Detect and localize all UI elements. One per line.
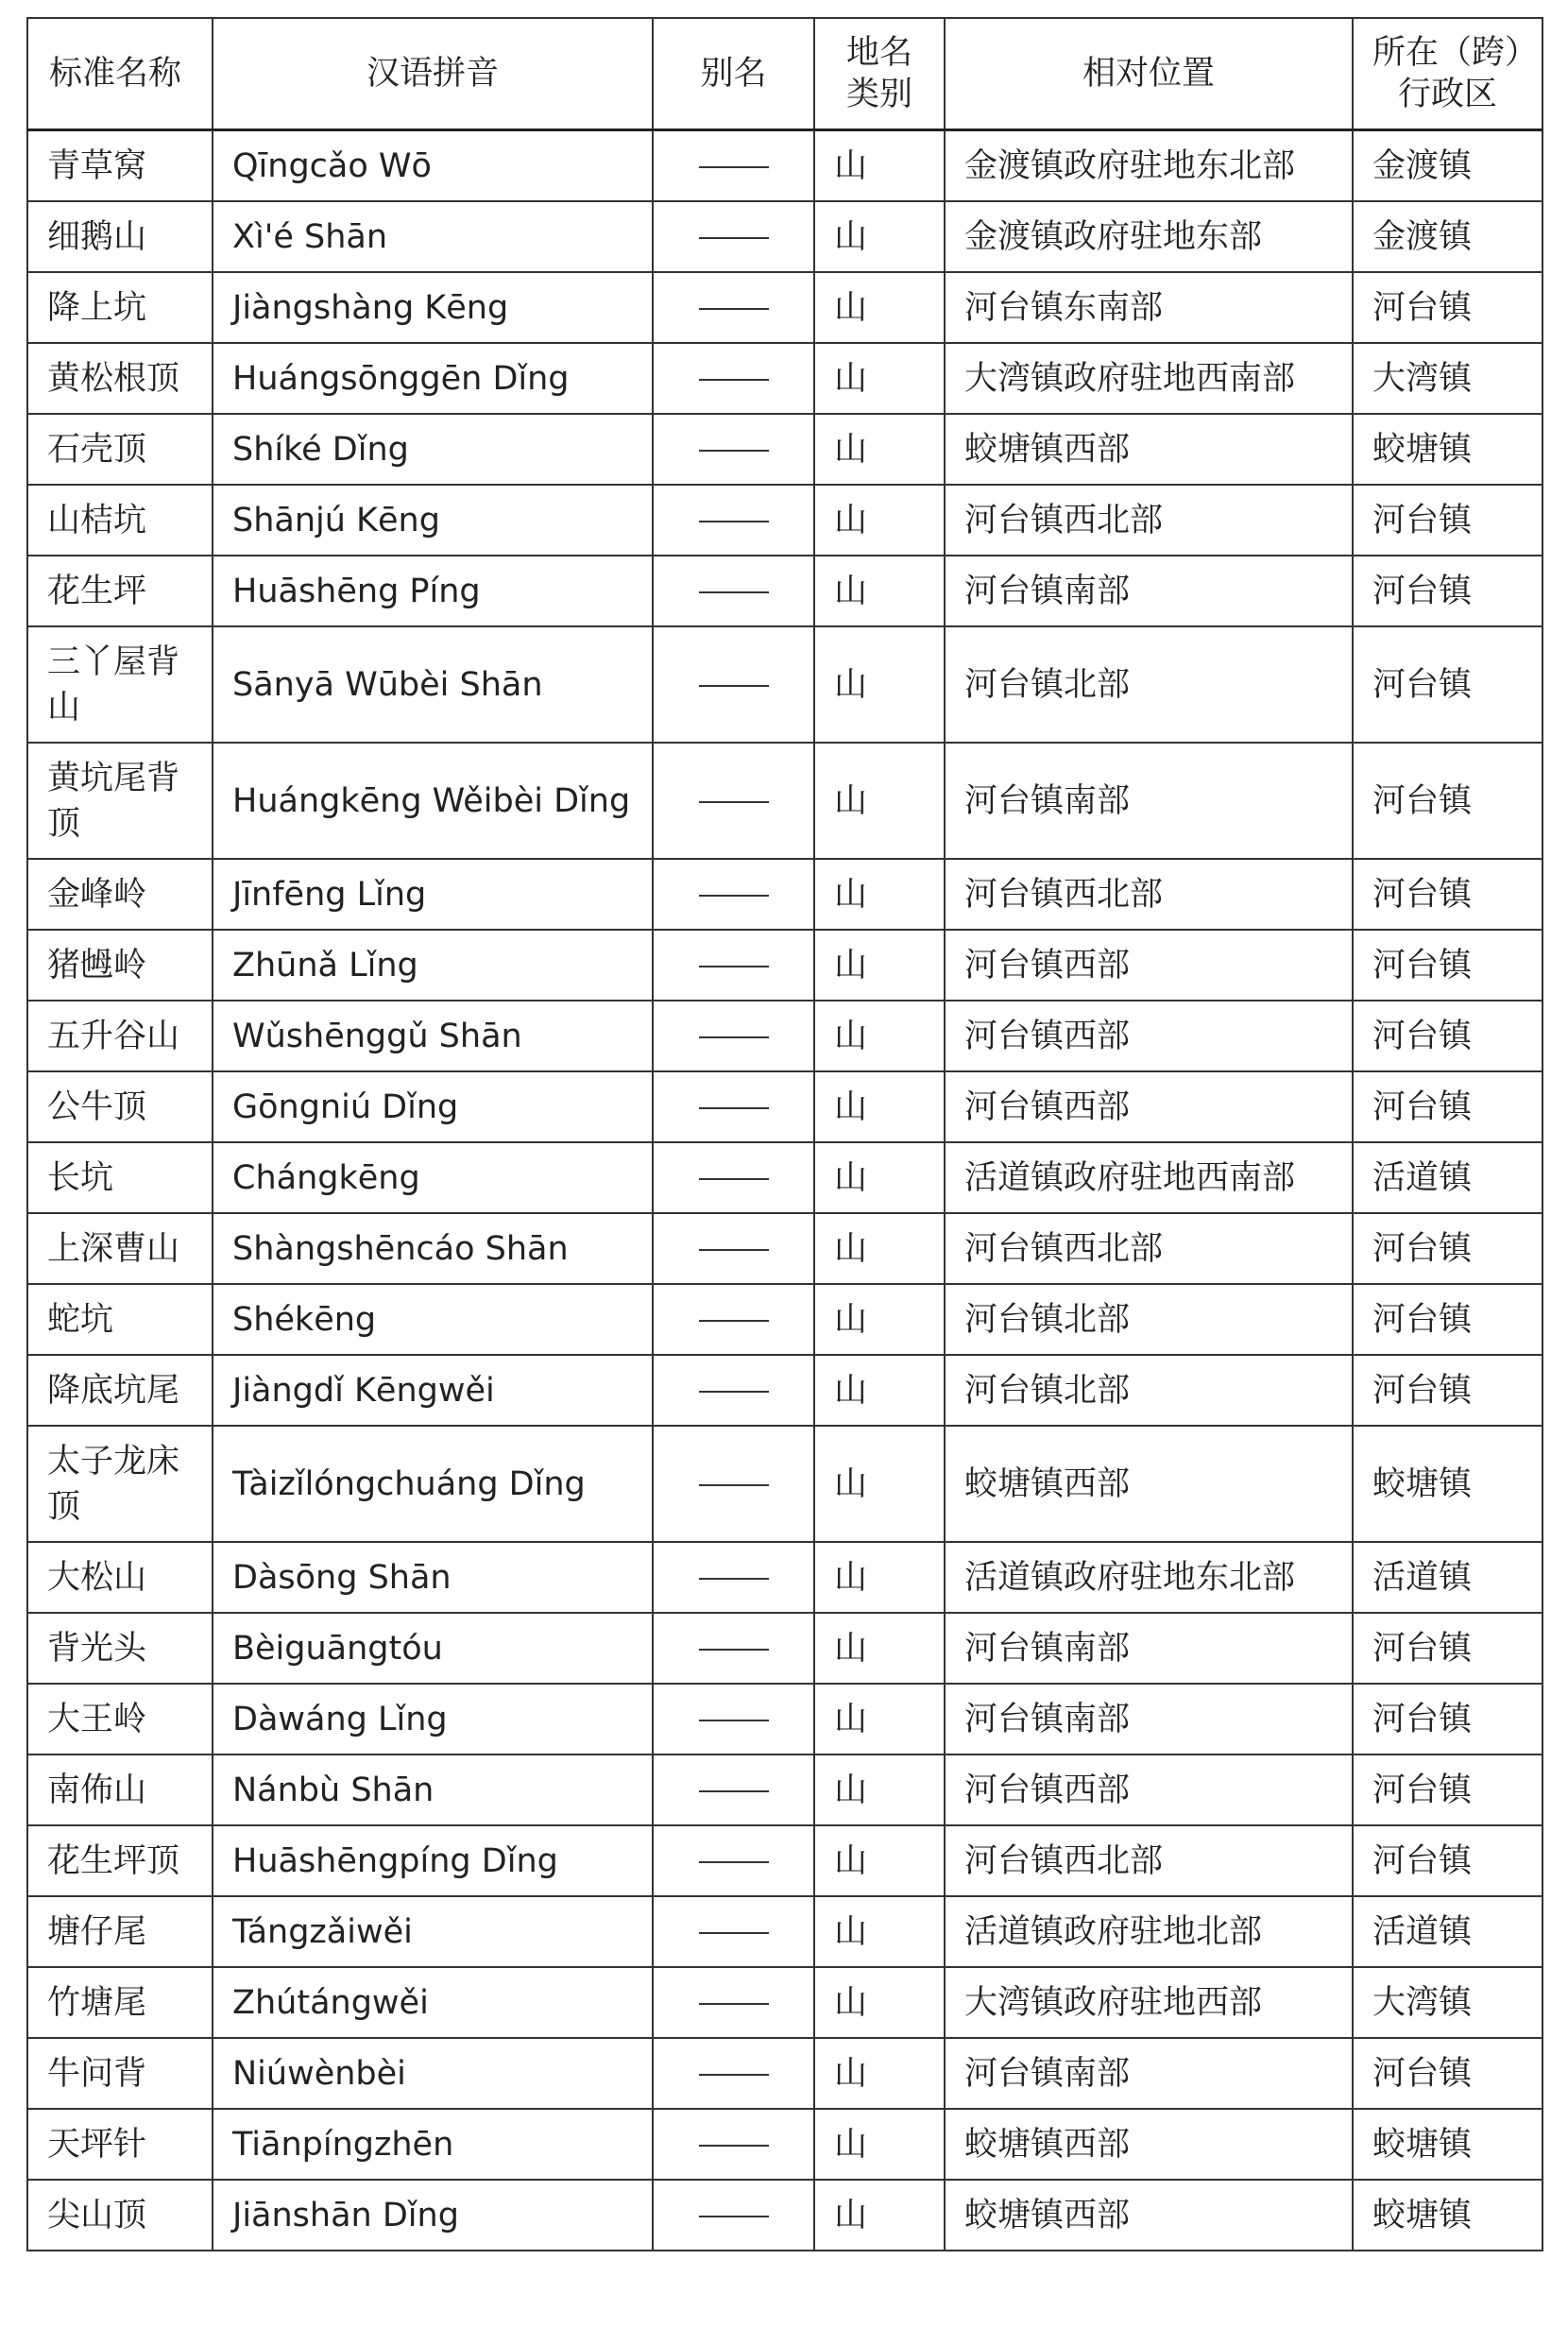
- cell-relative-location: 河台镇西北部: [945, 485, 1353, 556]
- cell-pinyin: Xì'é Shān: [213, 201, 653, 272]
- cell-pinyin: Tángzǎiwěi: [213, 1896, 653, 1967]
- cell-relative-location: 大湾镇政府驻地西南部: [945, 343, 1353, 414]
- table-row: [27, 1967, 1542, 2038]
- cell-place-type: 山: [814, 414, 945, 485]
- alias-dash: [699, 1320, 769, 1322]
- cell-admin-region: 河台镇: [1353, 1825, 1542, 1896]
- cell-place-type: 山: [814, 743, 945, 859]
- cell-standard-name: 降上坑: [27, 272, 213, 343]
- alias-dash: [699, 237, 769, 239]
- cell-alias: [653, 1542, 814, 1613]
- cell-place-type: 山: [814, 626, 945, 743]
- cell-relative-location: 活道镇政府驻地北部: [945, 1896, 1353, 1967]
- table-header-row: [27, 18, 1542, 130]
- cell-relative-location: 河台镇南部: [945, 1684, 1353, 1755]
- cell-relative-location: 河台镇北部: [945, 1284, 1353, 1355]
- table-row: [27, 1613, 1542, 1684]
- place-name-table: [26, 17, 1543, 2251]
- cell-alias: [653, 626, 814, 743]
- cell-alias: [653, 1213, 814, 1284]
- cell-admin-region: 河台镇: [1353, 1613, 1542, 1684]
- table-row: [27, 1755, 1542, 1825]
- alias-dash: [699, 166, 769, 168]
- cell-admin-region: 河台镇: [1353, 1284, 1542, 1355]
- alias-dash: [699, 895, 769, 897]
- cell-relative-location: 蛟塘镇西部: [945, 2180, 1353, 2251]
- alias-dash: [699, 2145, 769, 2147]
- cell-alias: [653, 556, 814, 626]
- cell-admin-region: 大湾镇: [1353, 343, 1542, 414]
- cell-alias: [653, 1967, 814, 2038]
- alias-dash: [699, 308, 769, 310]
- cell-alias: [653, 1355, 814, 1426]
- cell-alias: [653, 2180, 814, 2251]
- cell-place-type: 山: [814, 930, 945, 1001]
- cell-standard-name: 青草窝: [27, 130, 213, 202]
- cell-pinyin: Shíké Dǐng: [213, 414, 653, 485]
- cell-alias: [653, 414, 814, 485]
- cell-relative-location: 河台镇南部: [945, 743, 1353, 859]
- cell-relative-location: 河台镇西北部: [945, 859, 1353, 930]
- alias-dash: [699, 1790, 769, 1792]
- cell-standard-name: 石壳顶: [27, 414, 213, 485]
- cell-alias: [653, 485, 814, 556]
- alias-dash: [699, 1391, 769, 1393]
- cell-alias: [653, 2109, 814, 2180]
- cell-pinyin: Shānjú Kēng: [213, 485, 653, 556]
- table-row: [27, 859, 1542, 930]
- header-relative-location: 相对位置: [945, 18, 1353, 130]
- cell-relative-location: 河台镇西部: [945, 1755, 1353, 1825]
- cell-relative-location: 河台镇北部: [945, 1355, 1353, 1426]
- alias-dash: [699, 450, 769, 452]
- cell-place-type: 山: [814, 1142, 945, 1213]
- cell-pinyin: Chángkēng: [213, 1142, 653, 1213]
- cell-standard-name: 黄坑尾背顶: [27, 743, 213, 859]
- cell-standard-name: 山桔坑: [27, 485, 213, 556]
- header-admin-region-line1: 所在（跨）: [1372, 34, 1539, 72]
- alias-dash: [699, 1932, 769, 1934]
- cell-pinyin: Huángsōnggēn Dǐng: [213, 343, 653, 414]
- cell-alias: [653, 201, 814, 272]
- cell-place-type: 山: [814, 1213, 945, 1284]
- cell-standard-name: 南佈山: [27, 1755, 213, 1825]
- cell-standard-name: 牛问背: [27, 2038, 213, 2109]
- cell-place-type: 山: [814, 1613, 945, 1684]
- cell-alias: [653, 1896, 814, 1967]
- table-row: [27, 1001, 1542, 1071]
- table-row: [27, 1213, 1542, 1284]
- cell-place-type: 山: [814, 1542, 945, 1613]
- alias-dash: [699, 1036, 769, 1038]
- cell-admin-region: 河台镇: [1353, 930, 1542, 1001]
- cell-alias: [653, 1825, 814, 1896]
- cell-pinyin: Sānyā Wūbèi Shān: [213, 626, 653, 743]
- cell-place-type: 山: [814, 2038, 945, 2109]
- alias-dash: [699, 1649, 769, 1651]
- cell-pinyin: Jiānshān Dǐng: [213, 2180, 653, 2251]
- cell-admin-region: 活道镇: [1353, 1542, 1542, 1613]
- cell-admin-region: 河台镇: [1353, 1355, 1542, 1426]
- cell-pinyin: Dàsōng Shān: [213, 1542, 653, 1613]
- table-row: [27, 1896, 1542, 1967]
- alias-dash: [699, 591, 769, 593]
- cell-pinyin: Jīnfēng Lǐng: [213, 859, 653, 930]
- cell-relative-location: 活道镇政府驻地东北部: [945, 1542, 1353, 1613]
- alias-dash: [699, 1178, 769, 1180]
- header-place-type-line1: 地名: [845, 34, 912, 72]
- header-alias: 别名: [653, 18, 814, 130]
- table-row: [27, 130, 1542, 202]
- cell-alias: [653, 1071, 814, 1142]
- cell-admin-region: 河台镇: [1353, 2038, 1542, 2109]
- cell-pinyin: Gōngniú Dǐng: [213, 1071, 653, 1142]
- table-row: [27, 343, 1542, 414]
- alias-dash: [699, 1861, 769, 1863]
- cell-standard-name: 塘仔尾: [27, 1896, 213, 1967]
- cell-admin-region: 河台镇: [1353, 859, 1542, 930]
- cell-standard-name: 竹塘尾: [27, 1967, 213, 2038]
- table-row: [27, 743, 1542, 859]
- cell-pinyin: Bèiguāngtóu: [213, 1613, 653, 1684]
- cell-pinyin: Jiàngdǐ Kēngwěi: [213, 1355, 653, 1426]
- cell-pinyin: Huāshēng Píng: [213, 556, 653, 626]
- cell-alias: [653, 1142, 814, 1213]
- cell-place-type: 山: [814, 1071, 945, 1142]
- cell-place-type: 山: [814, 1967, 945, 2038]
- cell-admin-region: 金渡镇: [1353, 201, 1542, 272]
- cell-relative-location: 河台镇东南部: [945, 272, 1353, 343]
- table-row: [27, 626, 1542, 743]
- table-row: [27, 1684, 1542, 1755]
- cell-place-type: 山: [814, 1355, 945, 1426]
- cell-admin-region: 河台镇: [1353, 1001, 1542, 1071]
- alias-dash: [699, 801, 769, 803]
- cell-relative-location: 蛟塘镇西部: [945, 2109, 1353, 2180]
- cell-standard-name: 细鹅山: [27, 201, 213, 272]
- cell-alias: [653, 1001, 814, 1071]
- cell-alias: [653, 272, 814, 343]
- table-row: [27, 2038, 1542, 2109]
- cell-place-type: 山: [814, 130, 945, 202]
- table-row: [27, 1355, 1542, 1426]
- alias-dash: [699, 1107, 769, 1109]
- alias-dash: [699, 2003, 769, 2005]
- cell-admin-region: 河台镇: [1353, 272, 1542, 343]
- cell-admin-region: 河台镇: [1353, 485, 1542, 556]
- header-standard-name: 标准名称: [27, 18, 213, 130]
- table-row: [27, 201, 1542, 272]
- header-pinyin: 汉语拼音: [213, 18, 653, 130]
- cell-relative-location: 蛟塘镇西部: [945, 1426, 1353, 1542]
- cell-relative-location: 河台镇南部: [945, 2038, 1353, 2109]
- cell-alias: [653, 1755, 814, 1825]
- cell-standard-name: 金峰岭: [27, 859, 213, 930]
- cell-place-type: 山: [814, 485, 945, 556]
- cell-standard-name: 降底坑尾: [27, 1355, 213, 1426]
- alias-dash: [699, 521, 769, 522]
- cell-pinyin: Zhútángwěi: [213, 1967, 653, 2038]
- cell-standard-name: 天坪针: [27, 2109, 213, 2180]
- cell-admin-region: 活道镇: [1353, 1142, 1542, 1213]
- table-row: [27, 1071, 1542, 1142]
- cell-standard-name: 猪乸岭: [27, 930, 213, 1001]
- cell-pinyin: Wǔshēnggǔ Shān: [213, 1001, 653, 1071]
- cell-pinyin: Huángkēng Wěibèi Dǐng: [213, 743, 653, 859]
- cell-standard-name: 尖山顶: [27, 2180, 213, 2251]
- cell-admin-region: 河台镇: [1353, 1684, 1542, 1755]
- cell-alias: [653, 743, 814, 859]
- table-row: [27, 1542, 1542, 1613]
- cell-place-type: 山: [814, 201, 945, 272]
- table-body: [27, 130, 1542, 2251]
- cell-pinyin: Tiānpíngzhēn: [213, 2109, 653, 2180]
- cell-alias: [653, 1426, 814, 1542]
- cell-pinyin: Shékēng: [213, 1284, 653, 1355]
- table-row: [27, 272, 1542, 343]
- cell-standard-name: 花生坪: [27, 556, 213, 626]
- alias-dash: [699, 379, 769, 381]
- cell-standard-name: 花生坪顶: [27, 1825, 213, 1896]
- cell-pinyin: Tàizǐlóngchuáng Dǐng: [213, 1426, 653, 1542]
- cell-relative-location: 金渡镇政府驻地东部: [945, 201, 1353, 272]
- cell-place-type: 山: [814, 556, 945, 626]
- header-admin-region: [1353, 18, 1542, 130]
- alias-dash: [699, 1578, 769, 1580]
- cell-pinyin: Qīngcǎo Wō: [213, 130, 653, 202]
- cell-pinyin: Dàwáng Lǐng: [213, 1684, 653, 1755]
- cell-place-type: 山: [814, 1284, 945, 1355]
- cell-standard-name: 五升谷山: [27, 1001, 213, 1071]
- header-admin-region-line2: 行政区: [1397, 76, 1497, 113]
- cell-alias: [653, 859, 814, 930]
- alias-dash: [699, 1249, 769, 1251]
- cell-place-type: 山: [814, 1755, 945, 1825]
- alias-dash: [699, 2074, 769, 2076]
- cell-admin-region: 蛟塘镇: [1353, 1426, 1542, 1542]
- cell-alias: [653, 130, 814, 202]
- cell-admin-region: 河台镇: [1353, 626, 1542, 743]
- table-row: [27, 2180, 1542, 2251]
- table-row: [27, 414, 1542, 485]
- table-row: [27, 485, 1542, 556]
- cell-pinyin: Huāshēngpíng Dǐng: [213, 1825, 653, 1896]
- cell-pinyin: Nánbù Shān: [213, 1755, 653, 1825]
- cell-admin-region: 河台镇: [1353, 1071, 1542, 1142]
- cell-place-type: 山: [814, 272, 945, 343]
- cell-alias: [653, 930, 814, 1001]
- cell-alias: [653, 1613, 814, 1684]
- cell-place-type: 山: [814, 2109, 945, 2180]
- cell-admin-region: 河台镇: [1353, 743, 1542, 859]
- table-row: [27, 1142, 1542, 1213]
- alias-dash: [699, 966, 769, 967]
- cell-place-type: 山: [814, 1896, 945, 1967]
- cell-alias: [653, 343, 814, 414]
- cell-admin-region: 河台镇: [1353, 1755, 1542, 1825]
- alias-dash: [699, 1720, 769, 1721]
- cell-relative-location: 河台镇西北部: [945, 1213, 1353, 1284]
- cell-standard-name: 蛇坑: [27, 1284, 213, 1355]
- cell-admin-region: 金渡镇: [1353, 130, 1542, 202]
- cell-relative-location: 河台镇西部: [945, 930, 1353, 1001]
- cell-standard-name: 大松山: [27, 1542, 213, 1613]
- cell-admin-region: 河台镇: [1353, 1213, 1542, 1284]
- table-row: [27, 2109, 1542, 2180]
- table-row: [27, 1825, 1542, 1896]
- table-row: [27, 1284, 1542, 1355]
- cell-admin-region: 蛟塘镇: [1353, 2109, 1542, 2180]
- cell-relative-location: 河台镇北部: [945, 626, 1353, 743]
- cell-relative-location: 活道镇政府驻地西南部: [945, 1142, 1353, 1213]
- cell-place-type: 山: [814, 2180, 945, 2251]
- cell-pinyin: Zhūnǎ Lǐng: [213, 930, 653, 1001]
- cell-pinyin: Jiàngshàng Kēng: [213, 272, 653, 343]
- cell-admin-region: 蛟塘镇: [1353, 2180, 1542, 2251]
- cell-admin-region: 河台镇: [1353, 556, 1542, 626]
- cell-alias: [653, 1684, 814, 1755]
- alias-dash: [699, 685, 769, 687]
- cell-standard-name: 上深曹山: [27, 1213, 213, 1284]
- cell-place-type: 山: [814, 343, 945, 414]
- table-row: [27, 556, 1542, 626]
- cell-place-type: 山: [814, 1684, 945, 1755]
- header-place-type: [814, 18, 945, 130]
- cell-place-type: 山: [814, 1426, 945, 1542]
- cell-relative-location: 大湾镇政府驻地西部: [945, 1967, 1353, 2038]
- cell-standard-name: 公牛顶: [27, 1071, 213, 1142]
- alias-dash: [699, 1484, 769, 1486]
- table-row: [27, 930, 1542, 1001]
- cell-standard-name: 背光头: [27, 1613, 213, 1684]
- cell-standard-name: 大王岭: [27, 1684, 213, 1755]
- cell-place-type: 山: [814, 859, 945, 930]
- cell-relative-location: 河台镇南部: [945, 556, 1353, 626]
- cell-place-type: 山: [814, 1825, 945, 1896]
- header-place-type-line2: 类别: [845, 76, 912, 113]
- table-row: [27, 1426, 1542, 1542]
- cell-alias: [653, 1284, 814, 1355]
- cell-standard-name: 黄松根顶: [27, 343, 213, 414]
- cell-standard-name: 长坑: [27, 1142, 213, 1213]
- cell-pinyin: Shàngshēncáo Shān: [213, 1213, 653, 1284]
- cell-admin-region: 蛟塘镇: [1353, 414, 1542, 485]
- cell-standard-name: 三丫屋背山: [27, 626, 213, 743]
- cell-pinyin: Niúwènbèi: [213, 2038, 653, 2109]
- cell-relative-location: 河台镇西部: [945, 1001, 1353, 1071]
- cell-relative-location: 金渡镇政府驻地东北部: [945, 130, 1353, 202]
- cell-place-type: 山: [814, 1001, 945, 1071]
- cell-standard-name: 太子龙床顶: [27, 1426, 213, 1542]
- cell-admin-region: 大湾镇: [1353, 1967, 1542, 2038]
- cell-relative-location: 河台镇南部: [945, 1613, 1353, 1684]
- cell-alias: [653, 2038, 814, 2109]
- cell-relative-location: 河台镇西北部: [945, 1825, 1353, 1896]
- alias-dash: [699, 2216, 769, 2217]
- cell-admin-region: 活道镇: [1353, 1896, 1542, 1967]
- cell-relative-location: 河台镇西部: [945, 1071, 1353, 1142]
- cell-relative-location: 蛟塘镇西部: [945, 414, 1353, 485]
